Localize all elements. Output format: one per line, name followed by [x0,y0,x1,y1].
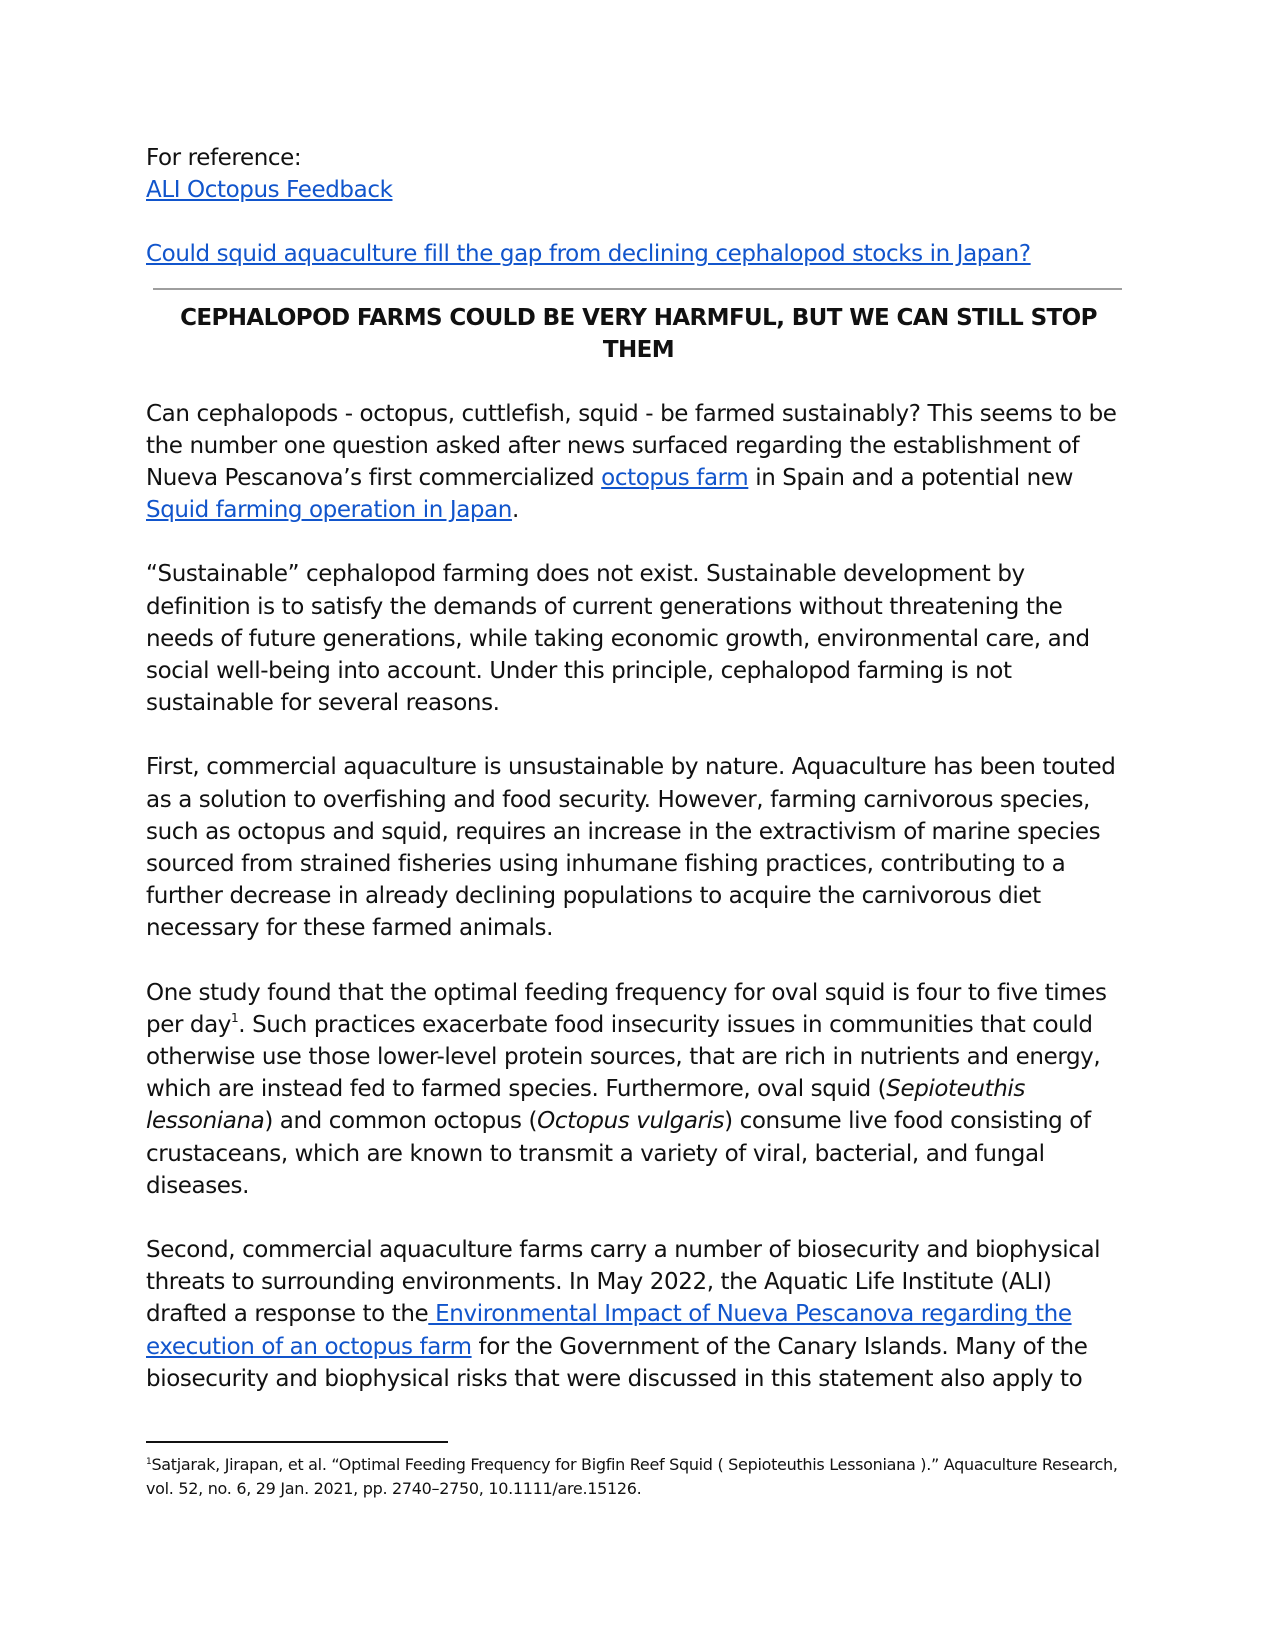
footnote [146,1453,1131,1501]
spacer [146,1202,1131,1234]
paragraph-4 [146,977,1131,1202]
horizontal-rule [153,288,1122,290]
paragraph-5-text-a: Second, commercial aquaculture farms carry a number of biosecurity and biophysical threats to surrounding environments. In May 2022, the Aquatic Life Institute (ALI) drafted a response to the [146,1237,1101,1328]
species-name-common-octopus: Octopus vulgaris [537,1108,725,1135]
paragraph-3: First, commercial aquaculture is unsustainable by nature. Aquaculture has been touted as a solution to overfishing and food security. However, farming carnivorous species, such as octopus and squid, requires an increase in the extractivism of marine species sourced from strained fisheries using inhumane fishing practices, contributing to a further decrease in already declining populations to acquire the carnivorous diet necessary for these farmed animals. [146,754,1116,942]
paragraph-4-text-c: ) and common octopus ( [264,1108,538,1135]
environmental-impact-link[interactable]: Environmental Impact of Nueva Pescanova regarding the execution of an octopus farm [146,1301,1072,1360]
spacer [146,526,1131,558]
spacer [146,206,1131,238]
paragraph-4-text-d: ) consume live food consisting of crustaceans, which are known to transmit a variety of viral, bacterial, and fungal diseases. [146,1108,1091,1199]
footnote-reference[interactable]: 1 [231,1010,239,1025]
paragraph-1-text-b: in Spain and a potential new [748,465,1074,492]
document-title: CEPHALOPOD FARMS COULD BE VERY HARMFUL, BUT WE CAN STILL STOP THEM [180,304,1097,363]
ali-octopus-feedback-link[interactable]: ALI Octopus Feedback [146,177,393,204]
paragraph-1 [146,398,1131,527]
paragraph-5 [146,1234,1131,1395]
reference-label: For reference: [146,145,302,171]
squid-aquaculture-article-link[interactable]: Could squid aquaculture fill the gap from declining cephalopod stocks in Japan? [146,241,1031,268]
spacer [146,366,1131,398]
paragraph-2: “Sustainable” cephalopod farming does not exist. Sustainable development by definition is to satisfy the demands of current generations without threatening the needs of future generations, while taking economic growth, environmental care, and social well-being into account. Under this principle, cephalopod farming is not sustainable for several reasons. [146,561,1090,717]
footnote-separator [146,1441,448,1443]
footnote-number: 1 [146,1457,152,1467]
spacer [146,719,1131,751]
paragraph-5-text-b: for the Government of the Canary Islands. Many of the biosecurity and biophysical risks that were discussed in this statement also apply to [146,1333,1088,1392]
paragraph-1-text-c: . [511,497,519,524]
spacer [146,945,1131,977]
paragraph-4-text-b: . Such practices exacerbate food insecurity issues in communities that could otherwise use those lower-level protein sources, that are rich in nutrients and energy, which are instead fed to farmed species. Furthermore, oval squid ( [146,1011,1101,1103]
paragraph-4-text-a: One study found that the optimal feeding frequency for oval squid is four to five times per day [146,979,1107,1038]
footnote-text: Satjarak, Jirapan, et al. “Optimal Feeding Frequency for Bigfin Reef Squid ( Sepioteuthis Lessoniana ).” Aquaculture Research, vol. 52, no. 6, 29 Jan. 2021, pp. 2740–2750, 10.1111/are.15126. [146,1455,1118,1498]
document-body [146,142,1131,1395]
species-name-oval-squid: Sepioteuthis lessoniana [146,1076,1025,1135]
octopus-farm-link[interactable]: octopus farm [601,465,749,492]
paragraph-1-text-a: Can cephalopods - octopus, cuttlefish, squid - be farmed sustainably? This seems to be the number one question asked after news surfaced regarding the establishment of Nueva Pescanova’s first commercialized [146,400,1117,492]
squid-farming-japan-link[interactable]: Squid farming operation in Japan [146,497,512,524]
